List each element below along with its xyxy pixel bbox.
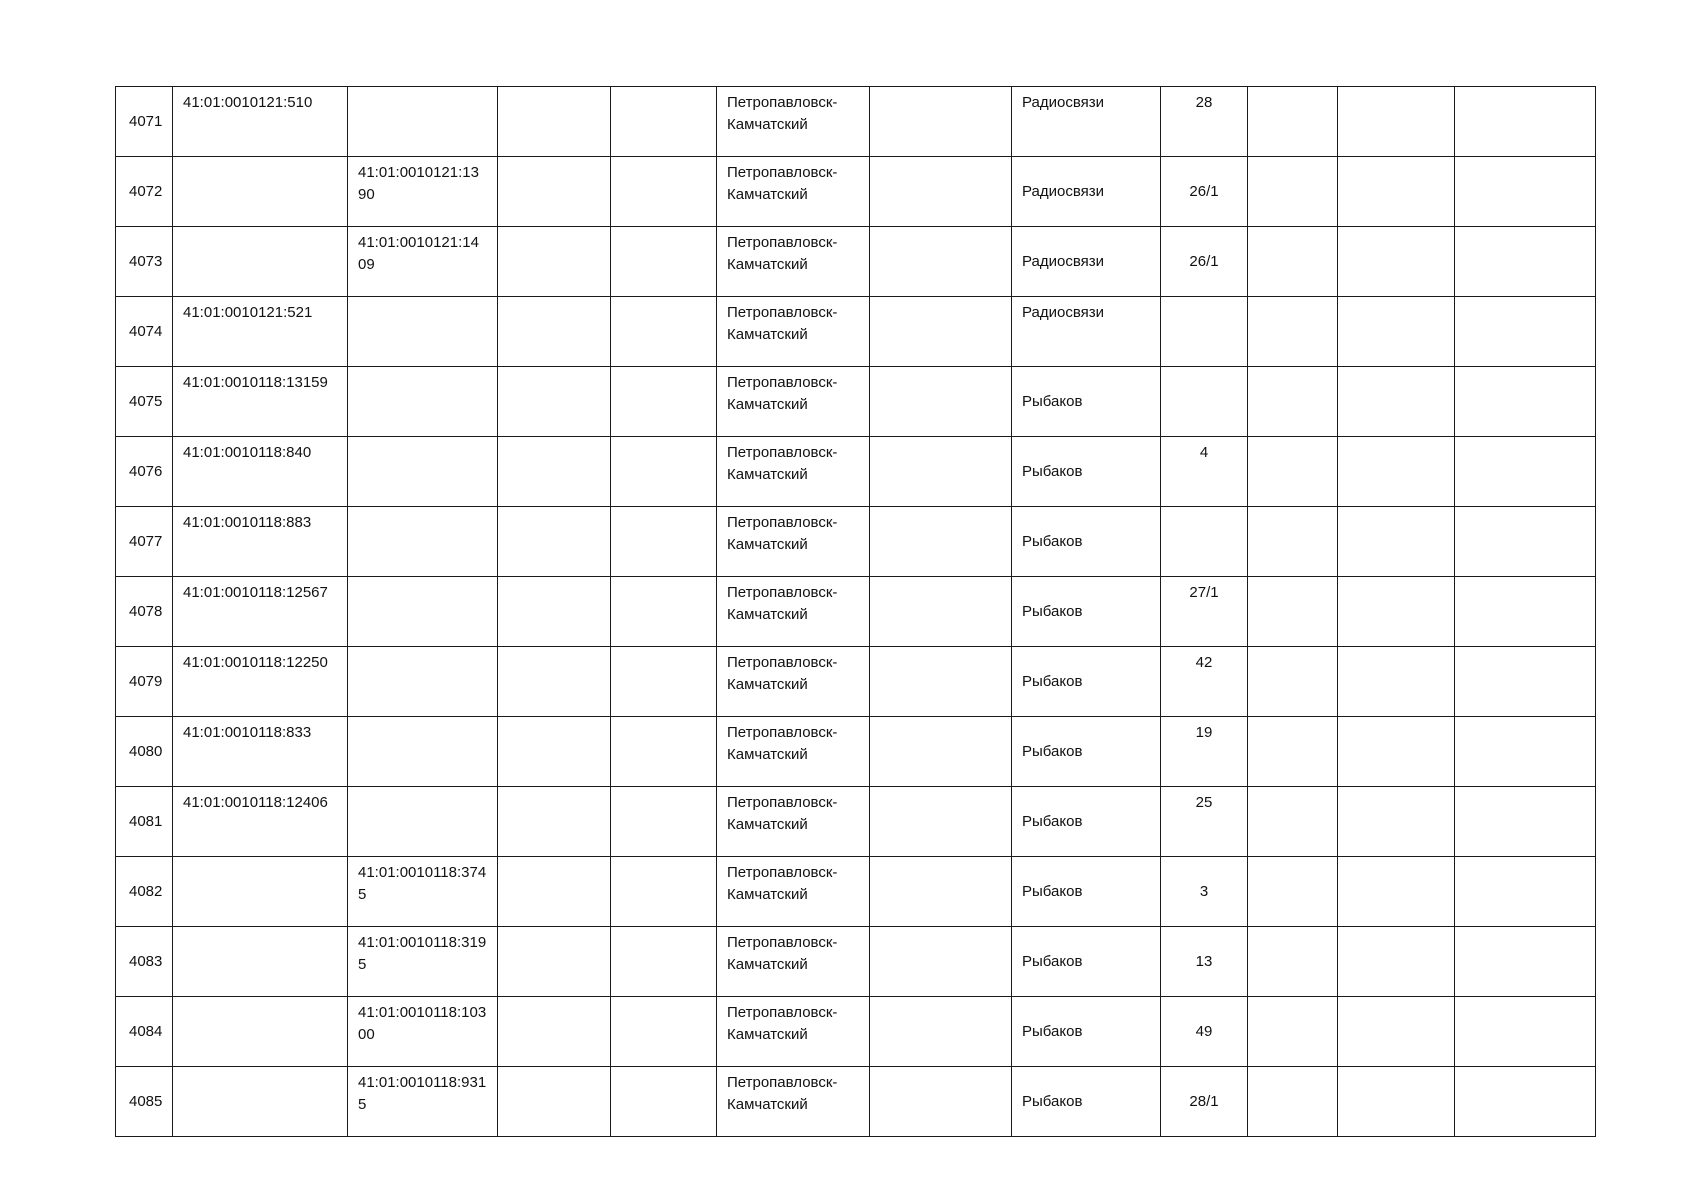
row-number-cell: 4085	[116, 1067, 173, 1137]
empty-cell	[498, 87, 611, 157]
empty-cell	[1338, 227, 1455, 297]
table-row	[116, 927, 1596, 997]
table-row	[116, 997, 1596, 1067]
city-cell: Петропавловск-Камчатский	[717, 787, 870, 857]
cadastral-number-cell	[173, 857, 348, 927]
city-cell: Петропавловск-Камчатский	[717, 507, 870, 577]
cadastral-number-alt-cell: 41:01:0010121:1390	[348, 157, 498, 227]
empty-cell	[870, 927, 1012, 997]
empty-cell	[611, 437, 717, 507]
empty-cell	[870, 437, 1012, 507]
cadastral-number-alt-cell	[348, 367, 498, 437]
house-number-cell: 27/1	[1161, 577, 1248, 647]
empty-cell	[870, 577, 1012, 647]
empty-cell	[498, 297, 611, 367]
empty-cell	[611, 717, 717, 787]
empty-cell	[1455, 927, 1596, 997]
row-number-cell: 4076	[116, 437, 173, 507]
row-number-cell: 4081	[116, 787, 173, 857]
cadastral-number-cell: 41:01:0010118:12250	[173, 647, 348, 717]
house-number-cell: 13	[1161, 927, 1248, 997]
city-cell: Петропавловск-Камчатский	[717, 87, 870, 157]
empty-cell	[1248, 367, 1338, 437]
empty-cell	[1338, 157, 1455, 227]
house-number-cell	[1161, 367, 1248, 437]
street-cell: Рыбаков	[1012, 507, 1161, 577]
empty-cell	[1338, 507, 1455, 577]
empty-cell	[1248, 787, 1338, 857]
row-number-cell: 4082	[116, 857, 173, 927]
empty-cell	[870, 157, 1012, 227]
table-row	[116, 297, 1596, 367]
table-row	[116, 787, 1596, 857]
table-row	[116, 367, 1596, 437]
cadastral-number-cell: 41:01:0010118:12567	[173, 577, 348, 647]
empty-cell	[498, 507, 611, 577]
table-row	[116, 87, 1596, 157]
house-number-cell: 3	[1161, 857, 1248, 927]
house-number-cell: 19	[1161, 717, 1248, 787]
empty-cell	[1248, 297, 1338, 367]
empty-cell	[1338, 577, 1455, 647]
empty-cell	[1248, 857, 1338, 927]
table-row	[116, 1067, 1596, 1137]
house-number-cell: 49	[1161, 997, 1248, 1067]
cadastral-number-alt-cell	[348, 297, 498, 367]
house-number-cell	[1161, 297, 1248, 367]
city-cell: Петропавловск-Камчатский	[717, 297, 870, 367]
empty-cell	[611, 997, 717, 1067]
city-cell: Петропавловск-Камчатский	[717, 157, 870, 227]
empty-cell	[611, 367, 717, 437]
empty-cell	[611, 647, 717, 717]
empty-cell	[498, 227, 611, 297]
empty-cell	[611, 1067, 717, 1137]
cadastral-number-alt-cell	[348, 787, 498, 857]
cadastral-number-alt-cell: 41:01:0010118:3195	[348, 927, 498, 997]
empty-cell	[870, 227, 1012, 297]
empty-cell	[1338, 437, 1455, 507]
row-number-cell: 4078	[116, 577, 173, 647]
empty-cell	[611, 87, 717, 157]
street-cell: Рыбаков	[1012, 647, 1161, 717]
street-cell: Рыбаков	[1012, 437, 1161, 507]
city-cell: Петропавловск-Камчатский	[717, 997, 870, 1067]
cadastral-number-cell: 41:01:0010118:833	[173, 717, 348, 787]
empty-cell	[1455, 997, 1596, 1067]
empty-cell	[1248, 157, 1338, 227]
street-cell: Радиосвязи	[1012, 87, 1161, 157]
house-number-cell: 28	[1161, 87, 1248, 157]
house-number-cell: 26/1	[1161, 227, 1248, 297]
empty-cell	[1248, 997, 1338, 1067]
empty-cell	[1455, 367, 1596, 437]
empty-cell	[1338, 997, 1455, 1067]
empty-cell	[870, 87, 1012, 157]
empty-cell	[1248, 577, 1338, 647]
street-cell: Радиосвязи	[1012, 297, 1161, 367]
cadastral-number-cell: 41:01:0010121:521	[173, 297, 348, 367]
city-cell: Петропавловск-Камчатский	[717, 857, 870, 927]
table-row	[116, 577, 1596, 647]
empty-cell	[1248, 437, 1338, 507]
empty-cell	[870, 297, 1012, 367]
city-cell: Петропавловск-Камчатский	[717, 927, 870, 997]
house-number-cell: 42	[1161, 647, 1248, 717]
empty-cell	[1455, 857, 1596, 927]
street-cell: Рыбаков	[1012, 717, 1161, 787]
cadastral-number-alt-cell	[348, 647, 498, 717]
empty-cell	[1248, 647, 1338, 717]
empty-cell	[1338, 647, 1455, 717]
empty-cell	[1455, 507, 1596, 577]
row-number-cell: 4071	[116, 87, 173, 157]
street-cell: Рыбаков	[1012, 927, 1161, 997]
row-number-cell: 4083	[116, 927, 173, 997]
city-cell: Петропавловск-Камчатский	[717, 227, 870, 297]
empty-cell	[498, 437, 611, 507]
empty-cell	[498, 857, 611, 927]
table-row	[116, 507, 1596, 577]
table-row	[116, 437, 1596, 507]
street-cell: Радиосвязи	[1012, 227, 1161, 297]
row-number-cell: 4075	[116, 367, 173, 437]
register-table	[115, 86, 1596, 1137]
empty-cell	[611, 927, 717, 997]
empty-cell	[1455, 157, 1596, 227]
empty-cell	[611, 787, 717, 857]
empty-cell	[498, 647, 611, 717]
row-number-cell: 4080	[116, 717, 173, 787]
empty-cell	[1248, 927, 1338, 997]
empty-cell	[1248, 1067, 1338, 1137]
cadastral-number-alt-cell: 41:01:0010118:3745	[348, 857, 498, 927]
row-number-cell: 4077	[116, 507, 173, 577]
empty-cell	[1455, 437, 1596, 507]
cadastral-number-alt-cell: 41:01:0010118:9315	[348, 1067, 498, 1137]
empty-cell	[1248, 717, 1338, 787]
empty-cell	[611, 157, 717, 227]
empty-cell	[870, 507, 1012, 577]
empty-cell	[498, 787, 611, 857]
empty-cell	[611, 297, 717, 367]
street-cell: Рыбаков	[1012, 1067, 1161, 1137]
city-cell: Петропавловск-Камчатский	[717, 1067, 870, 1137]
cadastral-number-cell: 41:01:0010118:840	[173, 437, 348, 507]
cadastral-number-alt-cell	[348, 437, 498, 507]
empty-cell	[1455, 1067, 1596, 1137]
empty-cell	[611, 507, 717, 577]
empty-cell	[1248, 507, 1338, 577]
empty-cell	[498, 717, 611, 787]
table-body	[116, 87, 1596, 1137]
cadastral-number-alt-cell: 41:01:0010118:10300	[348, 997, 498, 1067]
row-number-cell: 4079	[116, 647, 173, 717]
empty-cell	[1338, 1067, 1455, 1137]
empty-cell	[498, 157, 611, 227]
cadastral-number-alt-cell	[348, 577, 498, 647]
table-row	[116, 717, 1596, 787]
empty-cell	[870, 1067, 1012, 1137]
table-row	[116, 227, 1596, 297]
street-cell: Рыбаков	[1012, 997, 1161, 1067]
empty-cell	[1248, 227, 1338, 297]
cadastral-number-cell	[173, 157, 348, 227]
cadastral-number-cell: 41:01:0010118:883	[173, 507, 348, 577]
house-number-cell: 26/1	[1161, 157, 1248, 227]
city-cell: Петропавловск-Камчатский	[717, 717, 870, 787]
empty-cell	[1338, 717, 1455, 787]
empty-cell	[1248, 87, 1338, 157]
empty-cell	[870, 647, 1012, 717]
empty-cell	[1455, 227, 1596, 297]
empty-cell	[1455, 647, 1596, 717]
empty-cell	[611, 577, 717, 647]
street-cell: Рыбаков	[1012, 857, 1161, 927]
city-cell: Петропавловск-Камчатский	[717, 437, 870, 507]
empty-cell	[1338, 297, 1455, 367]
empty-cell	[870, 717, 1012, 787]
empty-cell	[1455, 787, 1596, 857]
house-number-cell: 25	[1161, 787, 1248, 857]
empty-cell	[1338, 927, 1455, 997]
empty-cell	[498, 577, 611, 647]
empty-cell	[611, 227, 717, 297]
row-number-cell: 4084	[116, 997, 173, 1067]
cadastral-number-alt-cell	[348, 717, 498, 787]
empty-cell	[1338, 87, 1455, 157]
house-number-cell: 28/1	[1161, 1067, 1248, 1137]
row-number-cell: 4073	[116, 227, 173, 297]
cadastral-number-cell: 41:01:0010118:13159	[173, 367, 348, 437]
empty-cell	[1455, 297, 1596, 367]
cadastral-number-alt-cell: 41:01:0010121:1409	[348, 227, 498, 297]
city-cell: Петропавловск-Камчатский	[717, 367, 870, 437]
cadastral-number-cell	[173, 927, 348, 997]
empty-cell	[611, 857, 717, 927]
house-number-cell: 4	[1161, 437, 1248, 507]
cadastral-number-cell	[173, 227, 348, 297]
empty-cell	[1455, 87, 1596, 157]
table-row	[116, 157, 1596, 227]
cadastral-number-cell: 41:01:0010121:510	[173, 87, 348, 157]
table-row	[116, 857, 1596, 927]
street-cell: Рыбаков	[1012, 787, 1161, 857]
table-row	[116, 647, 1596, 717]
row-number-cell: 4072	[116, 157, 173, 227]
empty-cell	[1338, 367, 1455, 437]
street-cell: Рыбаков	[1012, 577, 1161, 647]
empty-cell	[1338, 857, 1455, 927]
cadastral-number-cell	[173, 1067, 348, 1137]
empty-cell	[1455, 577, 1596, 647]
empty-cell	[1338, 787, 1455, 857]
street-cell: Рыбаков	[1012, 367, 1161, 437]
empty-cell	[1455, 717, 1596, 787]
city-cell: Петропавловск-Камчатский	[717, 647, 870, 717]
house-number-cell	[1161, 507, 1248, 577]
cadastral-number-alt-cell	[348, 87, 498, 157]
empty-cell	[870, 997, 1012, 1067]
empty-cell	[498, 997, 611, 1067]
row-number-cell: 4074	[116, 297, 173, 367]
cadastral-number-cell: 41:01:0010118:12406	[173, 787, 348, 857]
empty-cell	[870, 787, 1012, 857]
empty-cell	[870, 857, 1012, 927]
city-cell: Петропавловск-Камчатский	[717, 577, 870, 647]
cadastral-number-alt-cell	[348, 507, 498, 577]
empty-cell	[498, 367, 611, 437]
street-cell: Радиосвязи	[1012, 157, 1161, 227]
cadastral-number-cell	[173, 997, 348, 1067]
empty-cell	[870, 367, 1012, 437]
empty-cell	[498, 1067, 611, 1137]
empty-cell	[498, 927, 611, 997]
